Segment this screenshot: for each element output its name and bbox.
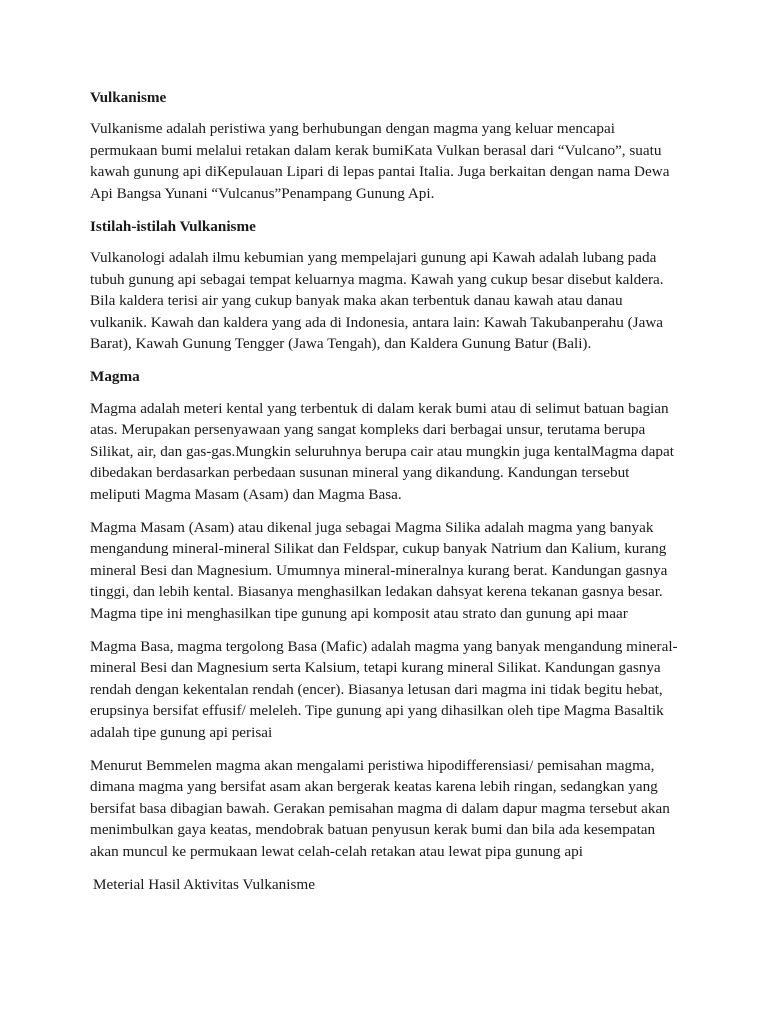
heading-istilah: Istilah-istilah Vulkanisme xyxy=(90,218,256,236)
text-line: permukaan bumi melalui retakan dalam kerak bumiKata Vulkan berasal dari “Vulcano”, suatu xyxy=(90,141,662,159)
document-page xyxy=(90,87,700,895)
paragraph-vulkanisme-intro xyxy=(90,118,700,204)
heading-magma: Magma xyxy=(90,368,140,386)
text-line: vulkanik. Kawah dan kaldera yang ada di Indonesia, antara lain: Kawah Takubanperahu (Jawa xyxy=(90,313,664,331)
heading-vulkanisme: Vulkanisme xyxy=(90,89,167,106)
text-line: Magma Masam (Asam) atau dikenal juga sebagai Magma Silika adalah magma yang banyak xyxy=(90,518,654,536)
text-line: Bila kaldera terisi air yang cukup banyak maka akan terbentuk danau kawah atau danau xyxy=(90,292,623,310)
text-line: rendah dengan kekentalan rendah (encer). Biasanya letusan dari magma ini tidak begitu hebat, xyxy=(90,680,663,698)
text-line: tinggi, dan lebih kental. Biasanya menghasilkan ledakan dahsyat kerena tekanan gasnya besar. xyxy=(90,583,663,601)
text-line: erupsinya bersifat effusif/ meleleh. Tipe gunung api yang dihasilkan oleh tipe Magma Basaltik xyxy=(90,702,664,720)
text-line: Magma adalah meteri kental yang terbentuk di dalam kerak bumi atau di selimut batuan bagian xyxy=(90,399,669,417)
text-line: atas. Merupakan persenyawaan yang sangat kompleks dari berbagai unsur, terutama berupa xyxy=(90,421,646,439)
paragraph-bemmelen xyxy=(90,755,700,862)
paragraph-magma-basa xyxy=(90,636,700,743)
text-line: Magma tipe ini menghasilkan tipe gunung api komposit atau strato dan gunung api maar xyxy=(90,604,628,622)
text-line: mineral Besi dan Magnesium. Umumnya mineral-mineralnya kurang berat. Kandungan gasnya xyxy=(90,561,668,579)
text-line: mineral Besi dan Magnesium serta Kalsium, tetapi kurang mineral Silikat. Kandungan gasnya xyxy=(90,659,661,677)
paragraph-istilah xyxy=(90,247,700,354)
text-line: Vulkanologi adalah ilmu kebumian yang mempelajari gunung api Kawah adalah lubang pada xyxy=(90,249,657,267)
text-line: Vulkanisme adalah peristiwa yang berhubungan dengan magma yang keluar mencapai xyxy=(90,120,615,138)
text-line: tubuh gunung api sebagai tempat keluarnya magma. Kawah yang cukup besar disebut kaldera. xyxy=(90,270,664,288)
text-line: Silikat, air, dan gas-gas.Mungkin seluruhnya berupa cair atau mungkin juga kentalMagma dapat xyxy=(90,442,674,460)
text-line: menimbulkan gaya keatas, mendobrak batuan penyusun kerak bumi dan bila ada kesempatan xyxy=(90,821,656,839)
text-line: adalah tipe gunung api perisai xyxy=(90,723,273,741)
text-line: Api Bangsa Yunani “Vulcanus”Penampang Gunung Api. xyxy=(90,184,435,202)
text-line: Magma Basa, magma tergolong Basa (Mafic) adalah magma yang banyak mengandung mineral- xyxy=(90,637,678,655)
paragraph-magma-definition xyxy=(90,398,700,505)
text-line: dibedakan berdasarkan perbedaan susunan mineral yang dikandung. Kandungan tersebut xyxy=(90,464,630,482)
text-line: akan muncul ke permukaan lewat celah-celah retakan atau lewat pipa gunung api xyxy=(90,842,583,860)
text-line: meliputi Magma Masam (Asam) dan Magma Basa. xyxy=(90,485,402,503)
text-line: mengandung mineral-mineral Silikat dan Feldspar, cukup banyak Natrium dan Kalium, kurang xyxy=(90,540,667,558)
text-line: Menurut Bemmelen magma akan mengalami peristiwa hipodifferensiasi/ pemisahan magma, xyxy=(90,756,655,774)
text-line: Barat), Kawah Gunung Tengger (Jawa Tengah), dan Kaldera Gunung Batur (Bali). xyxy=(90,335,592,353)
text-line: bersifat basa dibagian bawah. Gerakan pemisahan magma di dalam dapur magma tersebut akan xyxy=(90,799,670,817)
text-line: dimana magma yang bersifat asam akan bergerak keatas karena lebih ringan, sedangkan yang xyxy=(90,778,658,796)
text-line: kawah gunung api diKepulauan Lipari di lepas pantai Italia. Juga berkaitan dengan nama Dewa xyxy=(90,163,670,181)
paragraph-magma-masam xyxy=(90,517,700,624)
closing-line: Meterial Hasil Aktivitas Vulkanisme xyxy=(93,876,315,893)
